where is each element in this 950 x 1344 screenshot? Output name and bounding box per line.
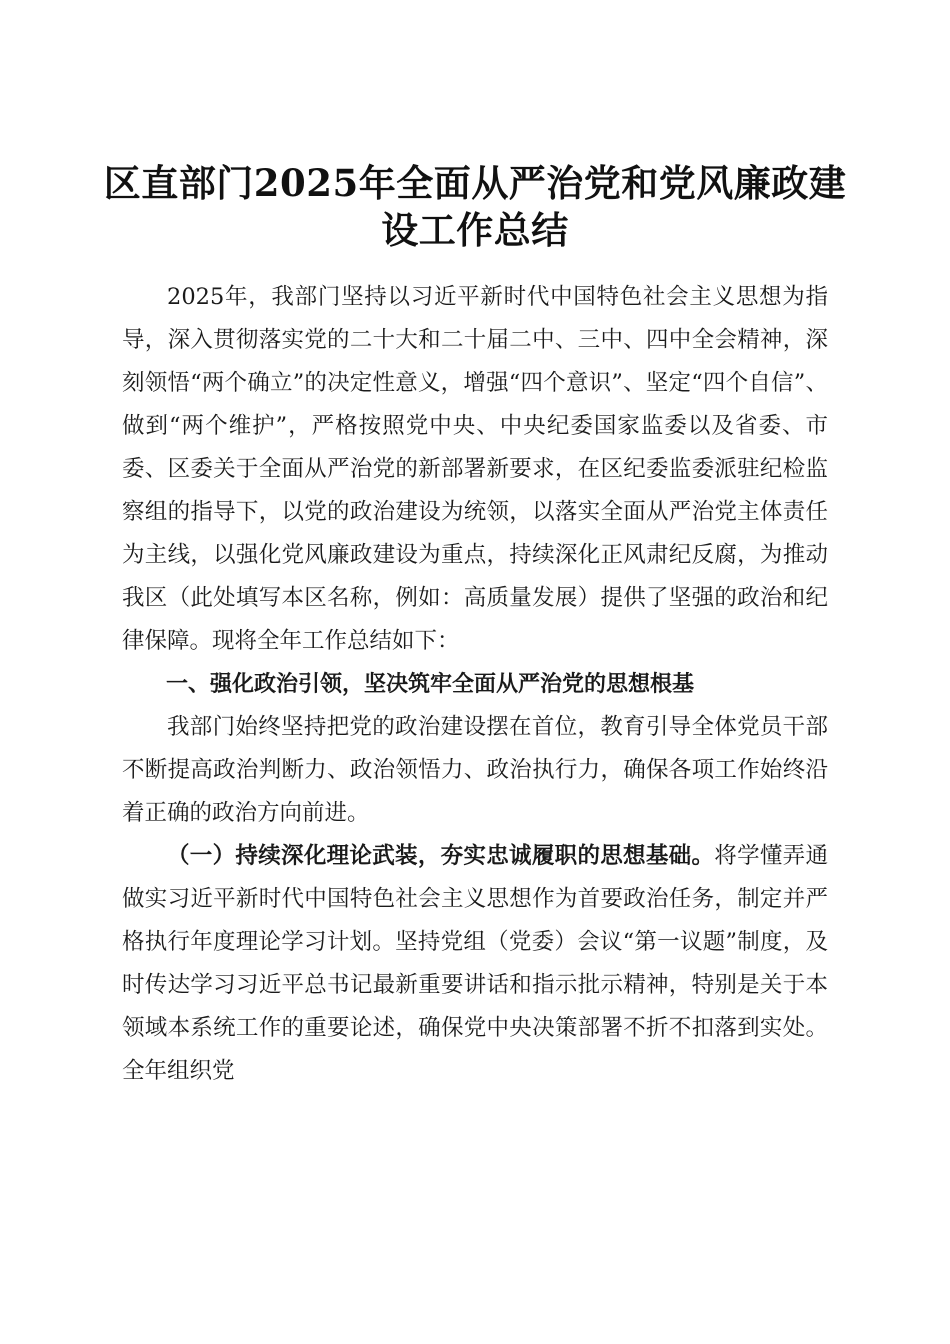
section-1-paragraph: 我部门始终坚持把党的政治建设摆在首位，教育引导全体党员干部不断提高政治判断力、政治领悟力、政治执行力，确保各项工作始终沿着正确的政治方向前进。 — [122, 714, 828, 826]
document-body — [122, 276, 828, 1093]
subsection-1-lead: （一）持续深化理论武装，夯实忠诚履职的思想基础。 — [167, 843, 715, 869]
document-title: 区直部门2025年全面从严治党和党风廉政建设工作总结 — [103, 160, 847, 252]
intro-paragraph: 2025年，我部门坚持以习近平新时代中国特色社会主义思想为指导，深入贯彻落实党的二十大和二十届二中、三中、四中全会精神，深刻领悟“两个确立”的决定性意义，增强“四个意识”、坚定“四个自信”、做到“两个维护”，严格按照党中央、中央纪委国家监委以及省委、市委、区委关于全面从严治党的新部署新要求，在区纪委监委派驻纪检监察组的指导下，以党的政治建设为统领，以落实全面从严治党主体责任为主线，以强化党风廉政建设为重点，持续深化正风肃纪反腐，为推动我区（此处填写本区名称，例如：高质量发展）提供了坚强的政治和纪律保障。现将全年工作总结如下： — [122, 284, 828, 654]
subsection-1-paragraph — [122, 835, 828, 1093]
subsection-1-text: 将学懂弄通做实习近平新时代中国特色社会主义思想作为首要政治任务，制定并严格执行年度理论学习计划。坚持党组（党委）会议“第一议题”制度，及时传达学习习近平总书记最新重要讲话和指示批示精神，特别是关于本领域本系统工作的重要论述，确保党中央决策部署不折不扣落到实处。全年组织党 — [122, 843, 828, 1084]
section-1-heading: 一、强化政治引领，坚决筑牢全面从严治党的思想根基 — [166, 672, 695, 697]
